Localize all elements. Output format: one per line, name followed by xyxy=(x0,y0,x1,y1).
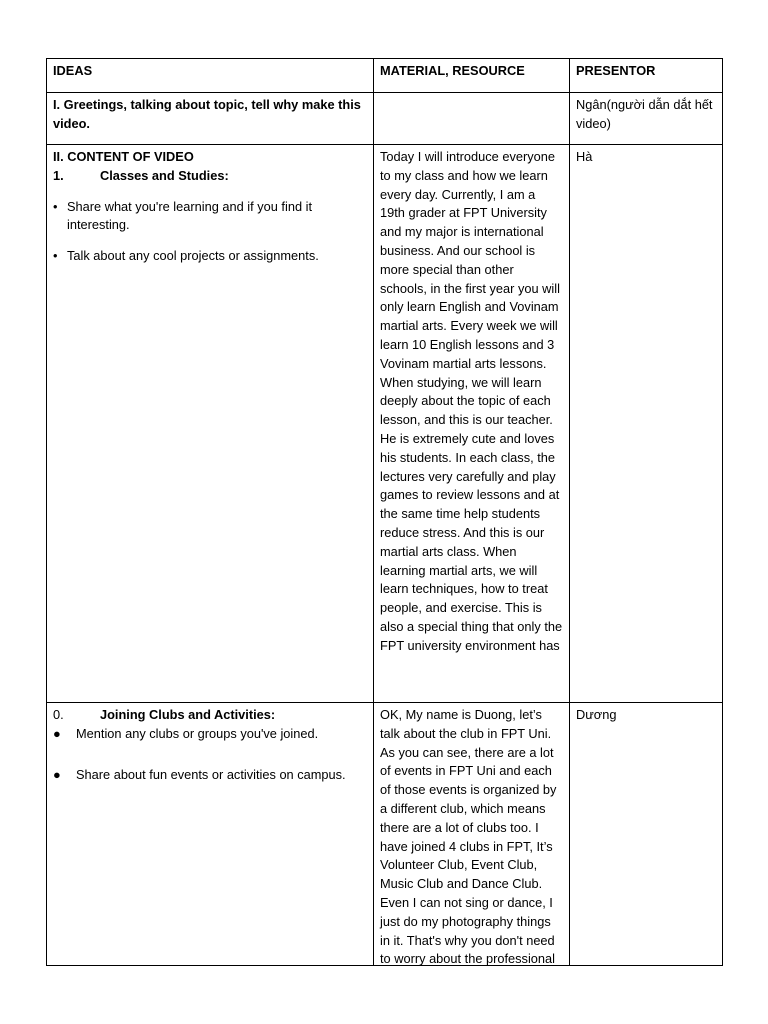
subsection-title: Classes and Studies: xyxy=(100,167,229,183)
table-row xyxy=(47,145,723,703)
table-row xyxy=(47,703,723,966)
bullet-text: Talk about any cool projects or assignments. xyxy=(67,248,319,264)
row2-ideas xyxy=(47,145,374,703)
bullet-icon: ● xyxy=(53,725,61,741)
header-ideas: IDEAS xyxy=(47,59,374,93)
subsection-heading xyxy=(53,167,367,186)
list-item xyxy=(53,247,367,266)
row1-material xyxy=(374,93,570,145)
table-row xyxy=(47,93,723,145)
bullet-icon: ● xyxy=(53,766,61,782)
header-presentor: PRESENTOR xyxy=(570,59,723,93)
subsection-title: Joining Clubs and Activities: xyxy=(100,707,276,722)
script-table xyxy=(46,58,723,966)
subsection-number: 1. xyxy=(53,167,64,183)
list-item xyxy=(53,198,367,236)
row3-ideas xyxy=(47,703,374,966)
subsection-heading xyxy=(53,706,367,725)
row3-presentor: Dương xyxy=(570,703,723,966)
bullet-icon: • xyxy=(53,248,58,264)
bullet-icon: • xyxy=(53,198,58,214)
bullet-text: Share about fun events or activities on campus. xyxy=(76,766,346,782)
subsection-number: 0. xyxy=(53,707,64,722)
list-item xyxy=(53,725,367,744)
list-item xyxy=(53,766,367,785)
table-header-row xyxy=(47,59,723,93)
row2-material: Today I will introduce everyone to my class and how we learn every day. Currently, I am a 19th grader at FPT University and my major is international business. And our school is more special than other schools, in the first year you will only learn English and Vovinam martial arts. Every week we will learn 10 English lessons and 3 Vovinam martial arts lessons. When studying, we will learn deeply about the topic of each lesson, and this is our teacher. He is extremely cute and loves his students. In each class, the lectures very carefully and play games to review lessons and at the same time help students reduce stress. And this is our martial arts class. When learning martial arts, we will learn techniques, how to treat people, and exercise. This is also a special thing that only the FPT university environment has xyxy=(374,145,570,703)
header-material: MATERIAL, RESOURCE xyxy=(374,59,570,93)
row1-presentor: Ngân(người dẫn dắt hết video) xyxy=(570,93,723,145)
section-title: II. CONTENT OF VIDEO xyxy=(53,149,194,164)
row2-presentor: Hà xyxy=(570,145,723,703)
row3-material-text: OK, My name is Duong, let’s talk about the club in FPT Uni. As you can see, there are a lot of events in FPT Uni and each of those events is organized by a different club, which means there are a lot of clubs too. I have joined 4 clubs in FPT, It’s Volunteer Club, Event Club, Music Club and Dance Club. Even I can not sing or dance, I just do my photography things in it. That's why you don't need to worry about the professional xyxy=(380,707,557,967)
bullet-text: Mention any clubs or groups you've joined. xyxy=(76,725,319,741)
row3-material xyxy=(374,703,570,966)
bullet-text: Share what you're learning and if you find it interesting. xyxy=(67,198,313,233)
row1-ideas: I. Greetings, talking about topic, tell why make this video. xyxy=(47,93,374,145)
